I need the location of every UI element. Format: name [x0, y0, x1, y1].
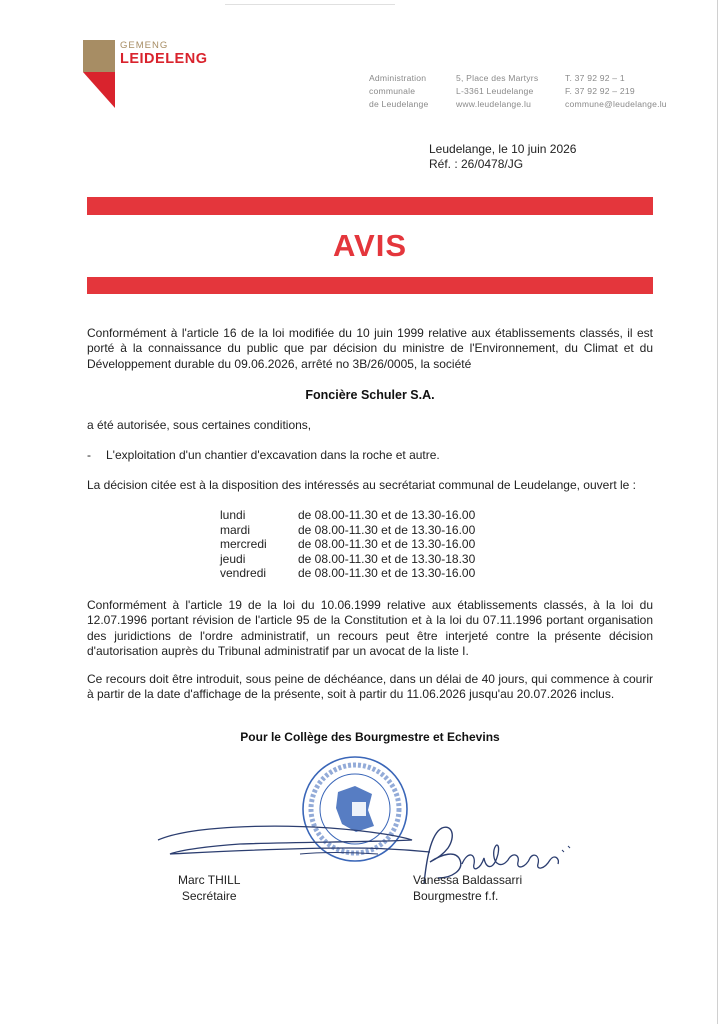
fax-line: F. 37 92 92 – 219	[565, 86, 635, 96]
college-heading: Pour le Collège des Bourgmestre et Echevins	[240, 730, 500, 744]
secretary-title: Secrétaire	[181, 888, 237, 903]
header-administration	[369, 72, 428, 111]
reference-text: Réf. : 26/0478/JG	[429, 157, 524, 171]
hours-time: de 08.00-11.30 et de 13.30-16.00	[298, 566, 476, 581]
hours-row	[220, 508, 475, 523]
opening-hours	[220, 508, 475, 581]
hours-row	[220, 537, 475, 552]
bullet-text: L'exploitation d'un chantier d'excavation dans la roche et autre.	[106, 448, 440, 462]
address-line: L-3361 Leudelange	[456, 86, 534, 96]
hours-day: vendredi	[220, 566, 267, 581]
signature-mayor	[413, 873, 522, 904]
hours-time: de 08.00-11.30 et de 13.30-18.30	[298, 551, 476, 566]
secretary-name: Marc THILL	[178, 873, 241, 887]
admin-line: Administration	[369, 73, 427, 83]
admin-line: de Leudelange	[369, 99, 429, 109]
signature-secretary	[178, 873, 240, 904]
scan-edge-top	[225, 4, 395, 5]
hours-time: de 08.00-11.30 et de 13.30-16.00	[298, 537, 476, 552]
hours-time: de 08.00-11.30 et de 13.30-16.00	[298, 522, 476, 537]
header-address	[456, 72, 538, 111]
company-name: Foncière Schuler S.A.	[305, 388, 435, 402]
hours-row	[220, 566, 475, 581]
dateline	[429, 142, 576, 172]
paragraph-availability: La décision citée est à la disposition des intéressés au secrétariat communal de Leudelange, ouvert le :	[87, 478, 636, 492]
paragraph-appeal: Conformément à l'article 19 de la loi du 10.06.1999 relative aux établissements classés, à la loi du 12.07.1996 portant révision de l'article 95 de la Constitution et à la loi du 07.11.1996 portant organisation des juridictions de l'ordre administratif, un recours peut être interjeté contre la présente décision d'autorisation auprès du Tribunal administratif par un avocat de la liste I.	[87, 598, 653, 659]
hours-time: de 08.00-11.30 et de 13.30-16.00	[298, 508, 476, 522]
title-band-bottom	[87, 277, 653, 294]
title-band-top	[87, 197, 653, 215]
phone-line: T. 37 92 92 – 1	[565, 73, 625, 83]
logo-small-text: GEMENG	[120, 40, 169, 51]
bullet-item	[87, 448, 440, 462]
header-phone	[565, 72, 667, 111]
paragraph-authorised: a été autorisée, sous certaines conditions,	[87, 418, 312, 432]
scan-edge-right	[717, 0, 718, 1024]
email-link[interactable]: commune@leudelange.lu	[565, 99, 667, 109]
bullet-dash: -	[87, 448, 91, 462]
admin-line: communale	[369, 86, 416, 96]
document-title: AVIS	[332, 228, 408, 263]
date-text: Leudelange, le 10 juin 2026	[429, 142, 577, 156]
mayor-name: Vanessa Baldassarri	[413, 873, 523, 887]
website-link[interactable]: www.leudelange.lu	[456, 99, 532, 109]
logo-wordmark	[120, 40, 207, 67]
hours-day: lundi	[220, 508, 246, 522]
paragraph-deadline: Ce recours doit être introduit, sous peine de déchéance, dans un délai de 40 jours, qui commence à courir à partir de la date d'affichage de la présente, soit à partir du 11.06.2026 jusqu'au 20.07.2026 inclus.	[87, 672, 653, 702]
mayor-title: Bourgmestre f.f.	[413, 888, 499, 903]
hours-day: mercredi	[220, 537, 267, 552]
address-line: 5, Place des Martyrs	[456, 73, 539, 83]
hours-row	[220, 523, 475, 538]
logo-big-text: LEIDELENG	[120, 51, 208, 67]
signature-secretary-icon	[150, 818, 450, 878]
hours-day: jeudi	[220, 551, 246, 566]
hours-day: mardi	[220, 522, 251, 537]
paragraph-intro: Conformément à l'article 16 de la loi modifiée du 10 juin 1999 relative aux établissements classés, il est porté à la connaissance du public que par décision du ministre de l'Environnement, du Climat et du Développement durable du 09.06.2026, arrêté no 3B/26/0005, la société	[87, 326, 653, 371]
commune-logo	[83, 40, 208, 110]
hours-row	[220, 552, 475, 567]
